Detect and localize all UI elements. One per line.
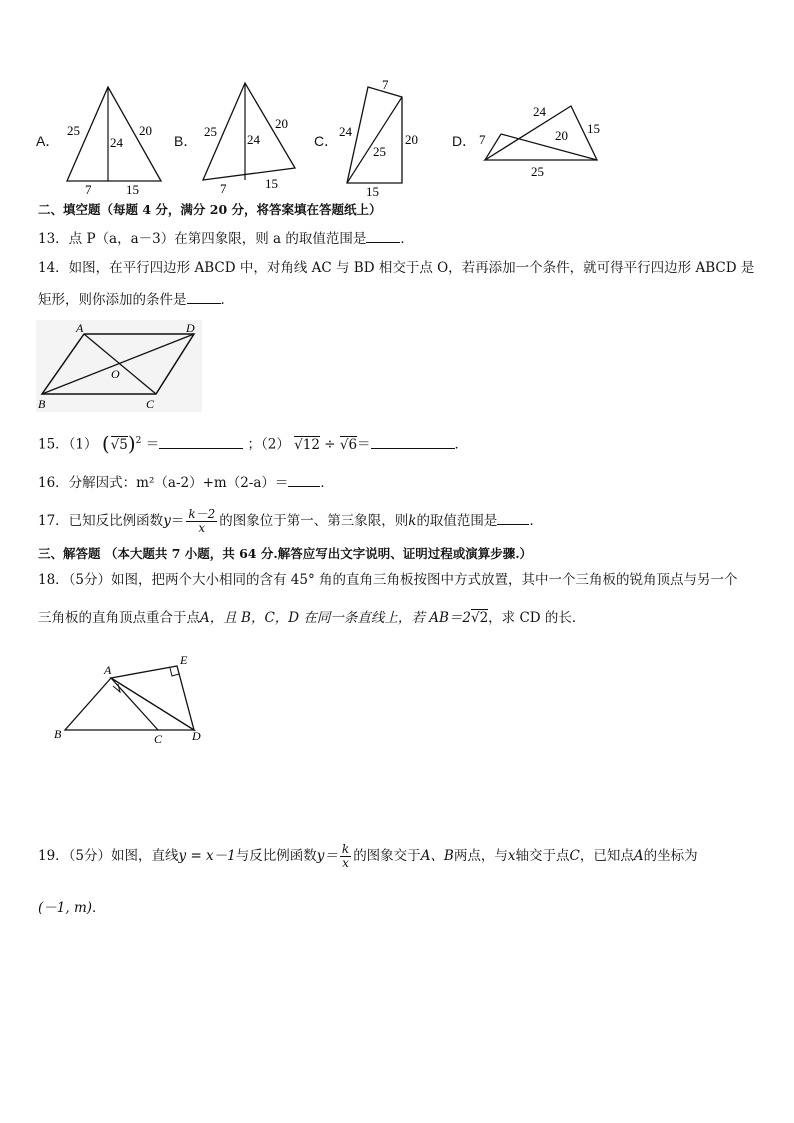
q19-numerator: k (341, 842, 350, 856)
q17-fraction (186, 508, 217, 535)
q19-pts: A、B (420, 848, 454, 864)
q19-end: ． (92, 900, 106, 916)
q16-answer-blank[interactable] (288, 473, 320, 487)
option-d-letter[interactable]: D． (452, 133, 477, 149)
option-b-bottom-right-label: 15 (265, 176, 278, 191)
q18-line2-b: A，且 B，C，D 在同一条直线上，若 AB＝2 (200, 610, 471, 626)
section2-header: 二、填空题（每题 4 分，满分 20 分，将答案填在答题纸上） (38, 202, 382, 217)
q17-y: y (163, 513, 171, 529)
q19-line-eq: y = x－1 (178, 848, 236, 864)
q18-label-e: E (180, 653, 188, 667)
q17-eq: ＝ (170, 513, 185, 529)
option-b-letter[interactable]: B． (174, 133, 198, 149)
option-d-short-side (485, 134, 501, 160)
q15-part1-blank[interactable] (159, 435, 243, 449)
q18-triangle-aed (111, 666, 194, 730)
q15-exponent: 2 (135, 436, 142, 446)
option-d-long-side (501, 134, 597, 160)
q16-text: 16．分解因式：m²（a-2）+m（2-a）＝ (38, 475, 289, 491)
q14-label-c: C (146, 397, 155, 411)
q19-y: y＝ (316, 848, 338, 864)
q16-end: ． (320, 475, 334, 491)
q18-label-d: D (192, 729, 201, 743)
q18-label-b: B (54, 727, 62, 741)
q19-after4: ，已知点 (579, 848, 634, 864)
q15-sqrt-12: √12 (294, 436, 320, 453)
q17-numerator: k－2 (188, 507, 216, 521)
question-16 (38, 473, 334, 492)
option-c-bottom-label: 15 (366, 184, 379, 199)
q15-sqrt-6: √6 (339, 436, 358, 453)
q14-line2-text: 矩形，则你添加的条件是 (38, 292, 187, 308)
question-13 (38, 229, 414, 248)
option-d-figure (475, 98, 615, 180)
q17-after2: 的取值范围是 (416, 513, 498, 529)
q15-close-paren: ) (127, 431, 136, 456)
q19-mid: 与反比例函数 (235, 848, 317, 864)
q19-line1 (38, 838, 698, 874)
option-c-mid-label: 25 (373, 144, 386, 159)
q17-end: ． (529, 513, 543, 529)
q18-radicand: 2 (479, 610, 489, 626)
q18-line1: 18．（5分）如图，把两个大小相同的含有 45° 角的直角三角板按图中方式放置，其中一个三角板的锐角顶点与另一个 (38, 572, 738, 588)
q15-end: ． (454, 436, 469, 453)
option-d-left-label: 7 (479, 132, 486, 147)
option-c-left-label: 24 (339, 124, 352, 139)
option-b-mid-label: 24 (247, 132, 260, 147)
q19-before: 19．（5分）如图，直线 (38, 848, 179, 864)
q17-answer-blank[interactable] (497, 511, 529, 525)
option-a-right-label: 20 (139, 123, 152, 138)
option-b-bottom-left-label: 7 (220, 181, 227, 196)
option-a-bottom-right-label: 15 (126, 182, 139, 197)
q19-after5: 的坐标为 (643, 848, 698, 864)
q18-line2-c: ，求 CD 的长． (488, 610, 586, 626)
q15-radicand-5: 5 (119, 436, 128, 453)
q15-sep: ；（2） (247, 436, 290, 453)
q18-line2 (38, 609, 585, 627)
q13-answer-blank[interactable] (366, 229, 400, 243)
option-d-bottom-label: 25 (531, 164, 544, 179)
option-a-letter[interactable]: A． (36, 133, 60, 149)
option-c-diagonal (347, 97, 402, 183)
option-c-top-label: 7 (382, 77, 389, 92)
q15-eq1: ＝ (145, 436, 160, 453)
option-d-right-label: 15 (587, 121, 600, 136)
q18-right-angle-a (113, 684, 120, 692)
option-c-figure (335, 75, 430, 200)
option-d-top-label: 24 (533, 104, 546, 119)
q17-after: 的图象位于第一、第三象限，则 (219, 513, 409, 529)
q15-div: ÷ (324, 436, 336, 453)
option-a-figure (55, 78, 175, 198)
q17-k: k (408, 513, 417, 529)
q18-line2-a: 三角板的直角顶点重合于点 (38, 610, 200, 626)
q19-line2 (38, 899, 106, 917)
q18-label-c: C (154, 732, 163, 745)
q15-radicand-6: 6 (348, 436, 358, 453)
option-a-mid-label: 24 (110, 135, 123, 150)
q19-fraction (340, 843, 351, 870)
q18-figure (50, 650, 220, 745)
q14-answer-blank[interactable] (187, 290, 221, 304)
q19-coord: (－1, m) (38, 900, 93, 916)
q15-sqrt-5: √5 (110, 436, 128, 453)
q18-triangle-abd (65, 678, 194, 730)
q19-denominator: x (342, 856, 349, 870)
q19-a: A (633, 848, 644, 864)
option-b-figure (195, 78, 305, 198)
option-a-bottom-left-label: 7 (85, 182, 92, 197)
section3-header: 三、解答题 （本大题共 7 小题，共 64 分.解答应写出文字说明、证明过程或演算步骤.） (38, 546, 533, 561)
q13-end: ． (400, 231, 414, 247)
q14-label-d: D (186, 321, 195, 335)
q15-part2-blank[interactable] (371, 435, 455, 449)
q19-after: 的图象交于 (353, 848, 421, 864)
q19-after2: 两点，与 (453, 848, 508, 864)
option-c-quadrilateral (347, 87, 402, 183)
q19-c: C (569, 848, 580, 864)
q15-open-paren: ( (101, 431, 110, 456)
q17-denominator: x (198, 521, 206, 535)
option-d-mid-label: 20 (555, 128, 568, 143)
option-b-left-label: 25 (204, 124, 217, 139)
q14-line1: 14．如图，在平行四边形 ABCD 中，对角线 AC 与 BD 相交于点 O，若再添加一个条件，就可得平行四边形 ABCD 是 (38, 260, 755, 276)
question-15 (38, 430, 468, 456)
option-c-letter[interactable]: C． (314, 133, 339, 149)
q19-x: x (507, 848, 516, 864)
q14-parallelogram-figure (36, 320, 202, 412)
q14-line2 (38, 290, 234, 309)
q15-eq2: ＝ (357, 436, 371, 453)
q14-end: ． (220, 292, 234, 308)
q17-before: 17．已知反比例函数 (38, 513, 164, 529)
question-17 (38, 503, 543, 539)
q15-radicand-12: 12 (302, 436, 320, 453)
q19-after3: 轴交于点 (515, 848, 570, 864)
q13-text: 13．点 P（a，a－3）在第四象限，则 a 的取值范围是 (38, 231, 367, 247)
q14-label-o: O (111, 367, 120, 381)
option-c-right-label: 20 (405, 132, 418, 147)
q18-sqrt: √2 (470, 610, 489, 626)
q14-label-a: A (76, 321, 84, 335)
option-a-left-label: 25 (67, 123, 80, 138)
q18-label-a: A (104, 663, 112, 677)
q15-prefix: 15．（1） (38, 436, 98, 453)
option-b-right-label: 20 (275, 116, 288, 131)
q14-label-b: B (38, 397, 46, 411)
